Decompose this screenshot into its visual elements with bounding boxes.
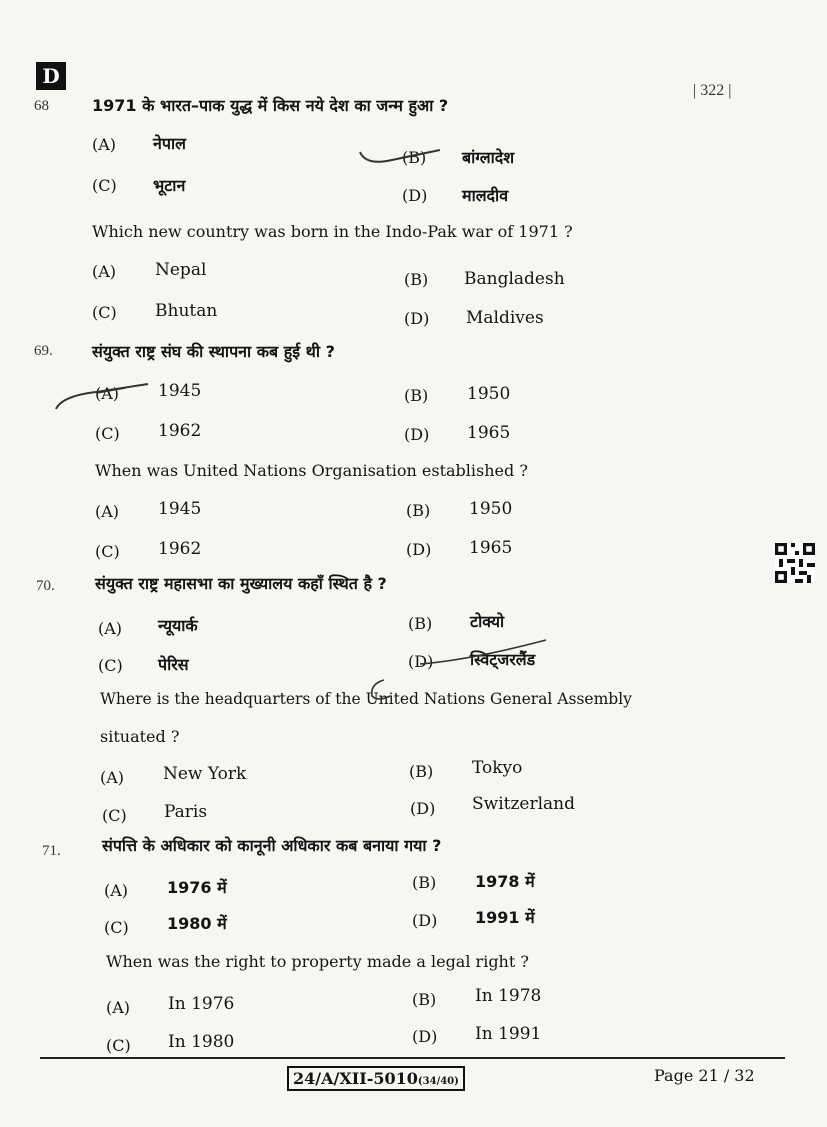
paper-code: 24/A/XII-5010 [293,1069,418,1088]
option-value: बांग्लादेश [462,148,515,167]
option-label: (C) [104,918,129,937]
option-value: 1945 [158,499,202,519]
option-label: (D) [410,799,436,818]
option-label: (A) [92,135,117,154]
question-number: 70. [36,578,55,594]
option-value: Nepal [155,260,207,280]
option-value: In 1991 [475,1024,542,1044]
option-label: (C) [98,656,123,675]
option-value: Maldives [466,308,544,328]
option-label: (C) [95,424,120,443]
option-value: 1978 में [475,872,535,891]
pen-tick-mark [360,150,440,162]
option-value: मालदीव [462,186,509,205]
option-label: (A) [92,262,117,281]
option-value: In 1978 [475,986,542,1006]
option-value: स्विट्जरलैंड [470,650,536,669]
option-value: टोक्यो [470,612,505,631]
question-text-hindi: 1971 के भारत–पाक युद्ध में किस नये देश का जन्म हुआ ? [92,96,449,115]
question-text-english-line1: Where is the headquarters of the United Nations General Assembly [100,690,632,708]
option-label: (D) [402,186,428,205]
option-label: (B) [406,501,431,520]
paper-code-sub: (34/40) [417,1076,459,1087]
option-value: 1950 [469,499,513,519]
option-value: 1950 [467,384,511,404]
option-value: Paris [164,802,208,822]
question-number: 68 [34,98,49,114]
option-value: Tokyo [472,758,523,778]
option-label: (B) [412,990,437,1009]
option-label: (D) [412,911,438,930]
qr-code-icon [775,543,815,583]
option-value: 1945 [158,381,202,401]
option-label: (D) [408,652,434,671]
option-label: (C) [106,1036,131,1055]
paper-code-box [287,1066,465,1091]
option-value: 1962 [158,421,202,441]
option-label: (B) [404,270,429,289]
option-label: (A) [95,502,120,521]
option-label: (A) [98,619,123,638]
option-label: (C) [92,303,117,322]
option-label: (A) [104,881,129,900]
option-value: न्यूयार्क [158,616,198,635]
option-value: New York [163,764,247,784]
option-value: In 1976 [168,994,235,1014]
footer-divider [40,1057,785,1059]
option-value: Switzerland [472,794,576,814]
question-text-english: When was United Nations Organisation established ? [95,461,528,480]
option-label: (A) [106,998,131,1017]
option-value: In 1980 [168,1032,235,1052]
option-label: (B) [412,873,437,892]
question-text-hindi: संपत्ति के अधिकार को कानूनी अधिकार कब बनाया गया ? [102,836,442,855]
option-value: नेपाल [153,134,186,153]
question-number: 69. [34,343,53,359]
option-label: (D) [406,540,432,559]
option-label: (B) [409,762,434,781]
option-label: (B) [402,148,427,167]
option-label: (C) [102,806,127,825]
option-value: 1965 [467,423,511,443]
question-number: 71. [42,843,61,859]
page-number: Page 21 / 32 [654,1066,755,1085]
option-label: (C) [92,176,117,195]
page-code: | 322 | [693,82,732,99]
option-value: 1976 में [167,878,227,897]
question-text-english: When was the right to property made a legal right ? [106,952,529,971]
option-value: Bangladesh [464,269,565,289]
option-value: भूटान [153,176,186,195]
option-label: (D) [404,425,430,444]
option-label: (B) [404,386,429,405]
question-text-hindi: संयुक्त राष्ट्र महासभा का मुख्यालय कहाँ स्थित है ? [95,574,387,593]
option-label: (A) [100,768,125,787]
option-value: Bhutan [155,301,218,321]
option-value: पेरिस [158,655,189,674]
option-value: 1991 में [475,908,535,927]
set-badge: D [36,62,66,90]
option-label: (D) [404,309,430,328]
option-label: (B) [408,614,433,633]
option-label: (D) [412,1027,438,1046]
question-text-hindi: संयुक्त राष्ट्र संघ की स्थापना कब हुई थी ? [92,342,335,361]
question-text-english-line2: situated ? [100,727,180,746]
option-value: 1980 में [167,914,227,933]
option-label: (A) [95,384,120,403]
option-label: (C) [95,542,120,561]
option-value: 1962 [158,539,202,559]
option-value: 1965 [469,538,513,558]
question-text-english: Which new country was born in the Indo-Pak war of 1971 ? [92,222,573,241]
